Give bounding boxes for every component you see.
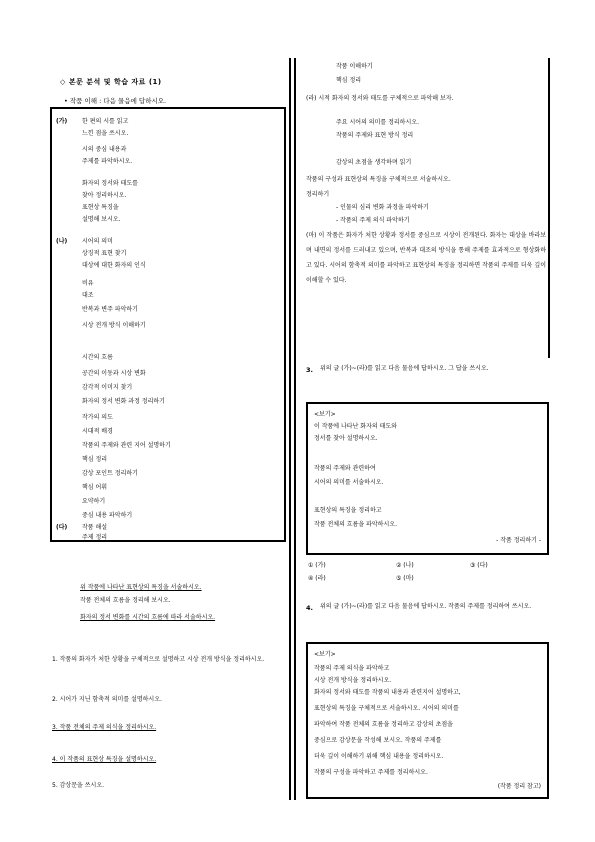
note-line: 위 작품에 나타난 표현상의 특징을 서술하시오. (80, 584, 202, 591)
row-label: (가) (56, 118, 68, 125)
question-prompt: 위의 글 (가)~(라)를 읽고 다음 물음에 답하시오. 작품의 주제를 정리하여 쓰시오. (320, 603, 532, 610)
box-line: 핵심 어휘 (82, 484, 108, 491)
choice-item[interactable]: ③ (다) (470, 562, 488, 569)
choice-item[interactable]: ⑤ (마) (396, 575, 414, 582)
choice-item[interactable]: ④ (라) (308, 575, 326, 582)
box-line: 감각적 이미지 찾기 (82, 384, 133, 391)
question-number: 4. (306, 604, 313, 612)
passage-line: 작품의 주제와 표현 방식 정리 (336, 132, 414, 139)
passage-line: 작품의 구성과 표현상의 특징을 구체적으로 서술하시오. (306, 176, 451, 183)
question-prompt: 위의 글 (가)~(라)를 읽고 다음 물음에 답하시오. 그 답을 쓰시오. (320, 365, 489, 372)
section-heading: ◇ 본문 분석 및 학습 자료 (1) (60, 78, 162, 86)
box-footer: - 작품 정리하기 - (496, 537, 541, 544)
box-line: 반복과 변주 파악하기 (82, 306, 138, 313)
box-line: 설명해 보시오. (82, 216, 121, 223)
box-line: 작품의 구성을 파악하고 주제를 정리하시오. (314, 769, 428, 776)
box-footer: (작품 정리 참고) (497, 783, 541, 790)
row-label: (다) (56, 524, 68, 531)
box-line: 주제 정리 (82, 534, 108, 541)
box-line: 시상 전개 방식을 정리하시오. (314, 677, 392, 684)
passage-border (548, 58, 550, 358)
box-line: 시간의 흐름 (82, 354, 113, 361)
column-divider (294, 58, 296, 800)
passage-line: - 인물의 심리 변화 과정을 파악하기 (336, 204, 429, 211)
box-line: 정서를 찾아 설명하시오. (314, 435, 378, 442)
question-line: 3. 작품 전체의 주제 의식을 정리하시오. (52, 724, 157, 731)
choice-item[interactable]: ② (나) (396, 562, 414, 569)
box-line: 느낀 점을 쓰시오. (82, 130, 129, 137)
question-line: 5. 감상문을 쓰시오. (52, 782, 105, 789)
passage-line: - 작품의 주제 의식 파악하기 (336, 217, 410, 224)
box-line: 주제를 파악하시오. (82, 158, 133, 165)
passage-line: 주요 시어의 의미를 정리하시오. (336, 119, 419, 126)
question-line: 4. 이 작품의 표현상 특징을 설명하시오. (52, 756, 157, 763)
box-line: 찾아 정리하시오. (82, 192, 127, 199)
box-line: 작품의 주제와 관련 지어 설명하기 (82, 442, 171, 449)
passage-line: (라) 시적 화자의 정서와 태도를 구체적으로 파악해 보자. (306, 95, 454, 102)
question-number: 3. (306, 366, 313, 374)
passage-line: 정리하기 (306, 191, 330, 198)
box-line: 감상 포인트 정리하기 (82, 470, 138, 477)
example-box (306, 642, 549, 799)
box-line: 중심으로 감상문을 작성해 보시오. 작품의 주제를 (314, 737, 442, 744)
row-label: (나) (56, 238, 68, 245)
note-line: 작품 전체의 흐름을 정리해 보시오. (80, 597, 171, 604)
box-line: 화자의 정서와 태도를 작품의 내용과 관련지어 설명하고, (314, 689, 461, 696)
box-line: 대상에 대한 화자의 인식 (82, 262, 146, 269)
box-line: 표현상의 특징을 정리하고 (314, 507, 382, 514)
passage-paragraph: (마) 이 작품은 화자가 처한 상황과 정서를 중심으로 시상이 전개된다. 화자는 대상을 바라보며 내면의 정서를 드러내고 있으며, 반복과 대조의 방식을 통해 주제를 효과적으로 형상화하고 있다. 시어의 함축적 의미를 파악하고 표현상의 특징을 정리하면 작품의 주제를 더욱 깊이 이해할 수 있다. (306, 232, 546, 284)
box-line: 파악하여 작품 전체의 흐름을 정리하고 감상의 초점을 (314, 721, 453, 728)
box-line: 시상 전개 방식 이해하기 (82, 322, 146, 329)
box-line: 이 작품에 나타난 화자의 태도와 (314, 423, 397, 430)
choice-item[interactable]: ① (가) (308, 562, 326, 569)
box-line: 한 편의 시를 읽고 (82, 118, 129, 125)
box-line: 상징적 표현 찾기 (82, 250, 127, 257)
passage-line: 작품 이해하기 (336, 63, 373, 70)
box-line: 작품의 주제와 관련하여 (314, 465, 376, 472)
box-line: 시의 중심 내용과 (82, 146, 127, 153)
box-title: <보기> (314, 411, 336, 418)
question-line: 2. 시어가 지닌 함축적 의미를 설명하시오. (52, 696, 162, 703)
box-line: 시어의 의미 (82, 238, 113, 245)
note-line: 화자의 정서 변화를 시간의 흐름에 따라 서술하시오. (80, 614, 216, 621)
column-divider (289, 58, 291, 800)
box-line: 화자의 정서 변화 과정 정리하기 (82, 398, 165, 405)
example-box (306, 402, 549, 555)
box-line: 작품 전체의 흐름을 파악하시오. (314, 521, 397, 528)
question-line: 1. 작품의 화자가 처한 상황을 구체적으로 설명하고 시상 전개 방식을 정리하시오. (52, 656, 265, 663)
box-title: <보기> (314, 651, 336, 658)
box-line: 요약하기 (82, 498, 106, 505)
box-line: 화자의 정서와 태도를 (82, 180, 138, 187)
box-line: 대조 (82, 292, 94, 299)
box-line: 핵심 정리 (82, 456, 108, 463)
box-line: 작가의 의도 (82, 414, 113, 421)
box-line: 비유 (82, 280, 94, 287)
passage-line: 핵심 정리 (336, 77, 362, 84)
box-line: 공간의 이동과 시상 변화 (82, 370, 146, 377)
box-line: 시대적 배경 (82, 428, 113, 435)
outline-box (50, 107, 286, 542)
section-subheading: • 작품 이해 : 다음 물음에 답하시오. (64, 97, 167, 105)
passage-line: 감상의 초점을 생각하며 읽기 (336, 159, 412, 166)
box-line: 중심 내용 파악하기 (82, 512, 133, 519)
box-line: 작품 해설 (82, 524, 108, 531)
box-line: 작품의 주제 의식을 파악하고 (314, 665, 390, 672)
box-line: 표현상 특징을 (82, 204, 119, 211)
box-line: 더욱 깊이 이해하기 위해 핵심 내용을 정리하시오. (314, 753, 444, 760)
box-line: 표현상의 특징을 구체적으로 서술하시오. 시어의 의미를 (314, 705, 459, 712)
box-line: 시어의 의미를 서술하시오. (314, 479, 384, 486)
